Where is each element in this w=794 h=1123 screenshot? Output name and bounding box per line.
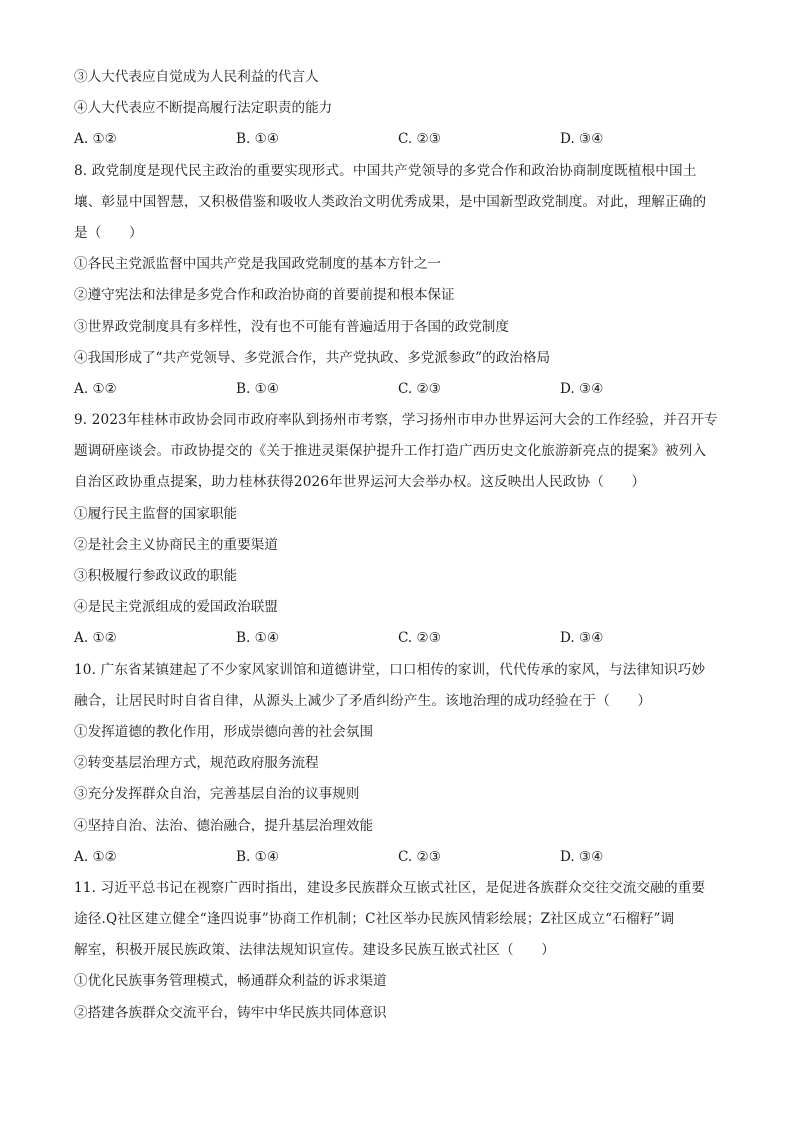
answer-statement: ④是民主党派组成的爱国政治联盟	[74, 599, 278, 616]
answer-statement: ①履行民主监督的国家职能	[74, 505, 238, 522]
choice-option: D. ③④	[560, 848, 604, 865]
answer-statement: ①各民主党派监督中国共产党是我国政党制度的基本方针之一	[74, 256, 442, 273]
question-stem-line: 题调研座谈会。市政协提交的《关于推进灵渠保护提升工作打造广西历史文化旅游新亮点的提案》被列入	[74, 443, 707, 460]
choice-option: D. ③④	[560, 380, 604, 397]
answer-statement: ②搭建各族群众交流平台，铸牢中华民族共同体意识	[74, 1004, 387, 1021]
choice-option: A. ①②	[74, 131, 117, 148]
answer-statement: ②遵守宪法和法律是多党合作和政治协商的首要前提和根本保证	[74, 287, 455, 304]
answer-statement: ④人大代表应不断提高履行法定职责的能力	[74, 100, 333, 117]
answer-statement: ③积极履行参政议政的职能	[74, 568, 238, 584]
choice-option: B. ①④	[236, 131, 280, 148]
choice-option: C. ②③	[398, 131, 441, 148]
question-stem	[74, 655, 726, 717]
question-stem-line: 10. 广东省某镇建起了不少家风家训馆和道德讲堂，口口相传的家训，代代传承的家风，与法律知识巧妙	[74, 661, 706, 678]
question-stem-line: 9. 2023年桂林市政协会同市政府率队到扬州市考察，学习扬州市申办世界运河大会的工作经验，并召开专	[74, 412, 718, 429]
choice-option: A. ①②	[74, 380, 117, 397]
choice-option: C. ②③	[398, 848, 441, 865]
choice-option: D. ③④	[560, 630, 604, 647]
question-stem-line: 融合，让居民时时自省自律，从源头上减少了矛盾纠纷产生。该地治理的成功经验在于（ ）	[74, 692, 652, 709]
choice-option: B. ①④	[236, 630, 280, 647]
choice-options-row	[74, 842, 726, 873]
answer-statement: ③人大代表应自觉成为人民利益的代言人	[74, 69, 319, 85]
choice-options-row	[74, 124, 726, 155]
question-stem-line: 8. 政党制度是现代民主政治的重要实现形式。中国共产党领导的多党合作和政治协商制度既植根中国土	[74, 162, 697, 179]
answer-statement: ②转变基层治理方式，规范政府服务流程	[74, 755, 319, 772]
answer-statement: ④坚持自治、法治、德治融合，提升基层治理效能	[74, 817, 374, 834]
answer-statement: ②是社会主义协商民主的重要渠道	[74, 536, 278, 553]
question-stem	[74, 405, 726, 499]
choice-option: A. ①②	[74, 630, 117, 647]
choice-option: D. ③④	[560, 131, 604, 148]
question-stem-line: 是（ ）	[74, 224, 143, 241]
document-page	[74, 62, 726, 1029]
choice-option: B. ①④	[236, 848, 280, 865]
answer-statement: ③世界政党制度具有多样性，没有也不可能有普遍适用于各国的政党制度	[74, 318, 509, 335]
choice-options-row	[74, 374, 726, 405]
answer-statement: ①优化民族事务管理模式，畅通群众利益的诉求渠道	[74, 973, 387, 990]
question-stem-line: 自治区政协重点提案，助力桂林获得2026年世界运河大会举办权。这反映出人民政协（ ）	[74, 474, 646, 491]
question-stem	[74, 156, 726, 250]
question-stem	[74, 873, 726, 967]
answer-statement: ④我国形成了“共产党领导、多党派合作，共产党执政、多党派参政”的政治格局	[74, 349, 551, 366]
question-stem-line: 途径.Q社区建立健全“逢四说事”协商工作机制；C社区举办民族风情彩绘展；Z社区成立“石榴籽”调	[74, 911, 675, 928]
choice-option: B. ①④	[236, 380, 280, 397]
question-stem-line: 壤、彰显中国智慧，又积极借鉴和吸收人类政治文明优秀成果，是中国新型政党制度。对此，理解正确的	[74, 193, 707, 210]
choice-option: A. ①②	[74, 848, 117, 865]
answer-statement: ③充分发挥群众自治，完善基层自治的议事规则	[74, 786, 360, 803]
choice-option: C. ②③	[398, 630, 441, 647]
question-stem-line: 11. 习近平总书记在视察广西时指出，建设多民族群众互嵌式社区，是促进各族群众交往交流交融的重要	[74, 879, 706, 896]
question-stem-line: 解室，积极开展民族政策、法律法规知识宣传。建设多民族互嵌式社区（ ）	[74, 942, 556, 959]
answer-statement: ①发挥道德的教化作用，形成崇德向善的社会氛围	[74, 723, 374, 740]
choice-option: C. ②③	[398, 380, 441, 397]
choice-options-row	[74, 623, 726, 654]
